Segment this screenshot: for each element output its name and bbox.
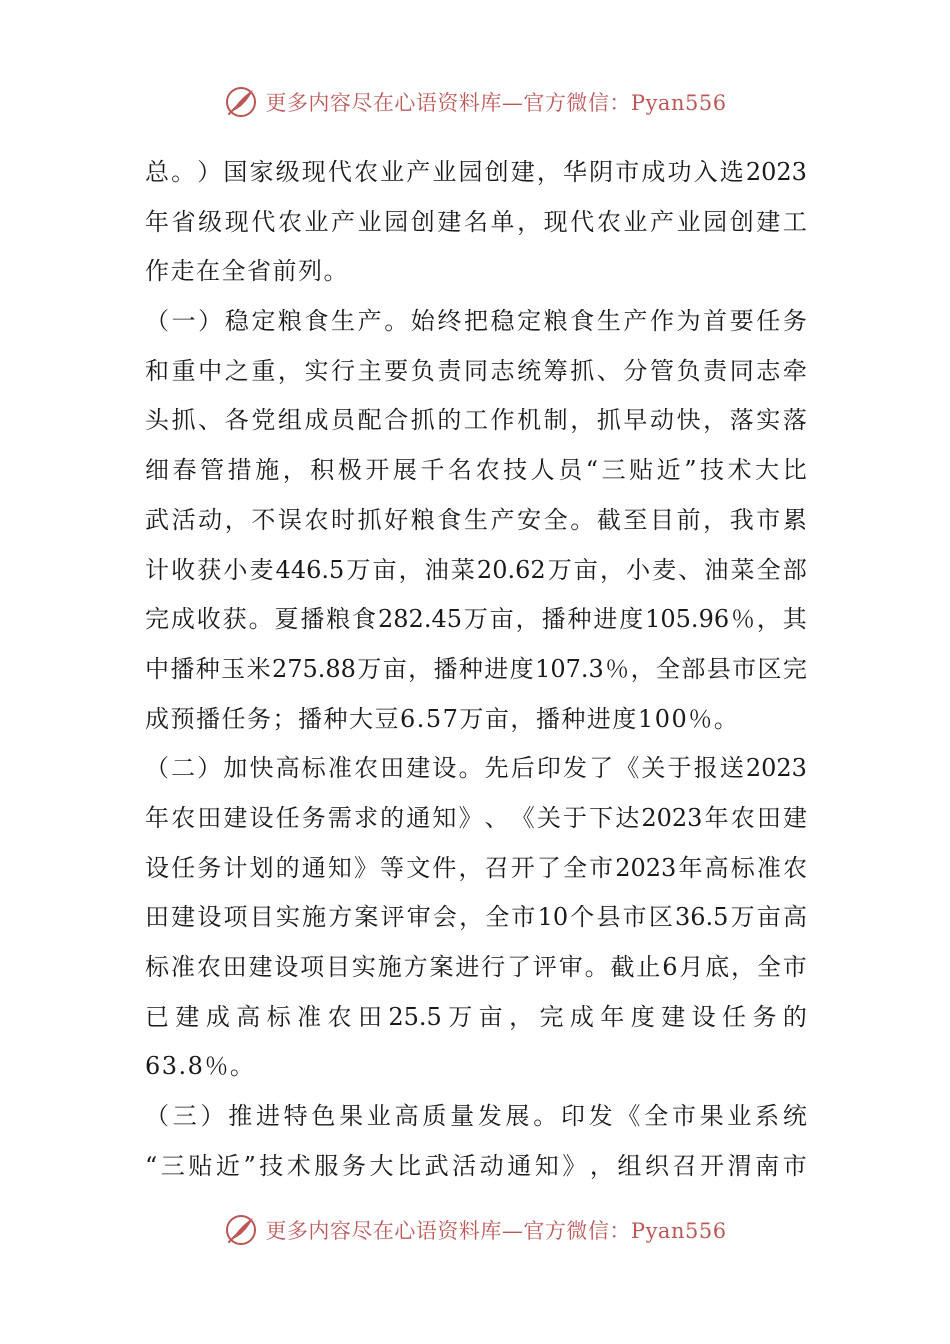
body-line: 年 省 级 现 代 农 业 产 业 园 创 建 名 单 ， 现 代 农 业 产 业 园 创 建 工 bbox=[145, 207, 807, 236]
body-line: 成预播任务；播种大豆6.57万亩，播种进度100％。 bbox=[145, 704, 740, 733]
body-line: 已 建 成 高 标 准 农 田 25.5 万 亩 ， 完 成 年 度 建 设 任 务 的 bbox=[145, 1002, 807, 1031]
quill-pen-logo-icon bbox=[223, 84, 259, 120]
body-line: 田 建 设 项 目 实 施 方 案 评 审 会 ， 全 市 10 个 县 市 区 36.5 万 亩 高 bbox=[145, 903, 807, 932]
body-line: （ 一 ） 稳 定 粮 食 生 产 。 始 终 把 稳 定 粮 食 生 产 作 为 首 要 任 务 bbox=[145, 307, 807, 336]
body-line: （ 二 ） 加 快 高 标 准 农 田 建 设 。 先 后 印 发 了 《 关 于 报 送 2023 bbox=[145, 754, 807, 783]
body-line: “ 三 贴 近 ” 技 术 服 务 大 比 武 活 动 通 知 》 ， 组 织 召 开 渭 南 市 bbox=[145, 1151, 807, 1180]
body-line: 武 活 动 ， 不 误 农 时 抓 好 粮 食 生 产 安 全 。 截 至 目 前 ， 我 市 累 bbox=[145, 505, 807, 534]
body-line: 标 准 农 田 建 设 项 目 实 施 方 案 进 行 了 评 审 。 截 止 6 月 底 ， 全 市 bbox=[145, 953, 807, 981]
body-line: 计 收 获 小 麦 446.5 万 亩 ， 油 菜 20.62 万 亩 ， 小 麦 、 油 菜 全 部 bbox=[145, 555, 807, 584]
body-line: （ 三 ） 推 进 特 色 果 业 高 质 量 发 展 。 印 发 《 全 市 果 业 系 统 bbox=[145, 1102, 807, 1131]
body-line: 设 任 务 计 划 的 通 知 》 等 文 件 ， 召 开 了 全 市 2023 年 高 标 准 农 bbox=[145, 853, 807, 882]
body-line: 和 重 中 之 重 ， 实 行 主 要 负 责 同 志 统 筹 抓 、 分 管 负 责 同 志 牵 bbox=[145, 356, 807, 385]
body-line: 头 抓 、 各 党 组 成 员 配 合 抓 的 工 作 机 制 ， 抓 早 动 快 ， 落 实 落 bbox=[145, 406, 807, 435]
body-line: 作走在全省前列。 bbox=[145, 257, 349, 286]
header-watermark bbox=[0, 80, 950, 124]
watermark-text: 更多内容尽在心语资料库—官方微信：Pyan556 bbox=[265, 91, 727, 115]
footer-watermark bbox=[0, 1208, 950, 1252]
body-line: 中 播 种 玉 米 275.88 万 亩 ， 播 种 进 度 107.3 ％ ， 全 部 县 市 区 完 bbox=[145, 654, 807, 683]
watermark-text: 更多内容尽在心语资料库—官方微信：Pyan556 bbox=[265, 1219, 727, 1243]
quill-pen-logo-icon bbox=[223, 1212, 259, 1248]
body-line: 年 农 田 建 设 任 务 需 求 的 通 知 》 、 《 关 于 下 达 2023 年 农 田 建 bbox=[145, 803, 807, 832]
body-line: 完 成 收 获 。 夏 播 粮 食 282.45 万 亩 ， 播 种 进 度 105.96 ％ ， 其 bbox=[145, 605, 807, 634]
document-body bbox=[145, 148, 807, 1191]
body-line: 细 春 管 措 施 ， 积 极 开 展 千 名 农 技 人 员 “ 三 贴 近 ” 技 术 大 比 bbox=[145, 456, 807, 485]
body-line: 63.8％。 bbox=[145, 1052, 256, 1081]
body-line: 总 。 ） 国 家 级 现 代 农 业 产 业 园 创 建 ， 华 阴 市 成 功 入 选 2023 bbox=[145, 158, 807, 186]
